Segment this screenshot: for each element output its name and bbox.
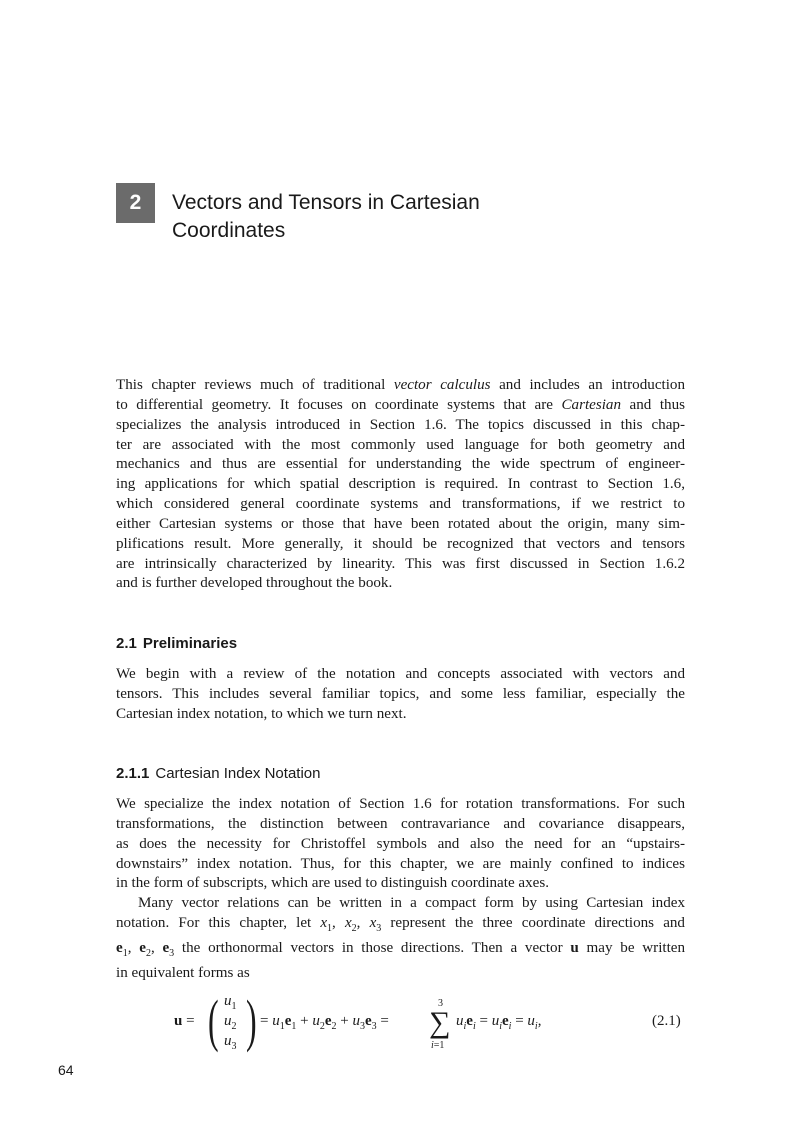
vector-component-u2: $u_2$ [224, 1013, 237, 1032]
paragraph-line: in the form of subscripts, which are used to distinguish coordinate axes. [116, 875, 550, 892]
intro-paragraph [116, 376, 685, 594]
section-heading-2-1-1 [116, 765, 320, 782]
chapter-number-box: 2 [116, 183, 155, 223]
equation-rhs: $u_ie_i = u_ie_i = u_i$, [456, 1013, 542, 1032]
paragraph-line: Many vector relations can be written in a compact form by using Cartesian index [138, 895, 685, 911]
intro-line: to differential geometry. It focuses on coordinate systems that are Cartesian and thus [116, 396, 685, 413]
section-heading-2-1 [116, 635, 237, 652]
equation-number: (2.1) [652, 1013, 681, 1029]
chapter-title [172, 189, 592, 245]
page-number: 64 [58, 1062, 74, 1078]
intro-line: This chapter reviews much of traditional vector calculus and includes an introduction [116, 377, 685, 393]
right-paren: ) [246, 988, 257, 1053]
section-2-1-paragraph [116, 665, 685, 725]
sum-upper-limit: 3 [438, 998, 443, 1009]
paragraph-line: $e_1$, $e_2$, $e_3$ the orthonormal vectors in those directions. Then a vector u may be written [116, 939, 686, 959]
paragraph-line: tensors. This includes several familiar topics, and some less familiar, especially the [116, 685, 685, 702]
chapter-title-line-2: Coordinates [172, 219, 286, 242]
intro-line: ter are associated with the most commonly used language for both geometry and [116, 436, 685, 453]
section-number: 2.1.1 [116, 765, 150, 782]
left-paren: ( [208, 988, 219, 1053]
paragraph-line: notation. For this chapter, let $x_1$, $x_2$, $x_3$ represent the three coordinate directions and [116, 914, 685, 934]
vector-component-u1: $u_1$ [224, 993, 237, 1012]
chapter-title-line-1: Vectors and Tensors in Cartesian [172, 191, 480, 214]
vector-component-u3: $u_3$ [224, 1033, 237, 1052]
section-title: Cartesian Index Notation [155, 765, 321, 782]
paragraph-line: We begin with a review of the notation and concepts associated with vectors and [116, 666, 685, 682]
section-2-1-1-paragraph-1 [116, 795, 685, 894]
intro-line: mechanics and thus are essential for understanding the wide spectrum of engineer- [116, 456, 685, 473]
intro-line: plifications result. More generally, it should be recognized that vectors and tensors [116, 535, 685, 552]
intro-line: and is further developed throughout the book. [116, 575, 393, 592]
sum-lower-limit: i=1 [431, 1040, 445, 1051]
equation-lhs: u = [174, 1013, 195, 1029]
summation-symbol: ∑ [429, 1006, 451, 1039]
section-2-1-1-paragraph-2 [116, 894, 685, 983]
equation-expanded-sum: = $u_1e_1 + u_2e_2 + u_3e_3$ = [260, 1013, 389, 1032]
paragraph-line: downstairs” index notation. Thus, for this chapter, we are mainly confined to indices [116, 855, 685, 872]
section-number: 2.1 [116, 635, 137, 652]
section-title: Preliminaries [142, 635, 238, 652]
equation-2-1 [116, 990, 685, 1056]
intro-line: which considered general coordinate systems and transformations, if we restrict to [116, 496, 685, 513]
intro-line: specializes the analysis introduced in Section 1.6. The topics discussed in this chap- [116, 416, 685, 433]
paragraph-line: Cartesian index notation, to which we turn next. [116, 705, 407, 722]
paragraph-line: as does the necessity for Christoffel symbols and also the need for an “upstairs- [116, 835, 685, 852]
intro-line: either Cartesian systems or those that have been rotated about the origin, many sim- [116, 515, 685, 532]
intro-line: are intrinsically characterized by linearity. This was first discussed in Section 1.6.2 [116, 555, 685, 572]
paragraph-line: transformations, the distinction between contravariance and covariance disappears, [116, 815, 685, 832]
intro-line: ing applications for which spatial description is required. In contrast to Section 1.6, [116, 476, 685, 493]
paragraph-line: We specialize the index notation of Section 1.6 for rotation transformations. For such [116, 796, 685, 812]
paragraph-line: in equivalent forms as [116, 964, 250, 981]
